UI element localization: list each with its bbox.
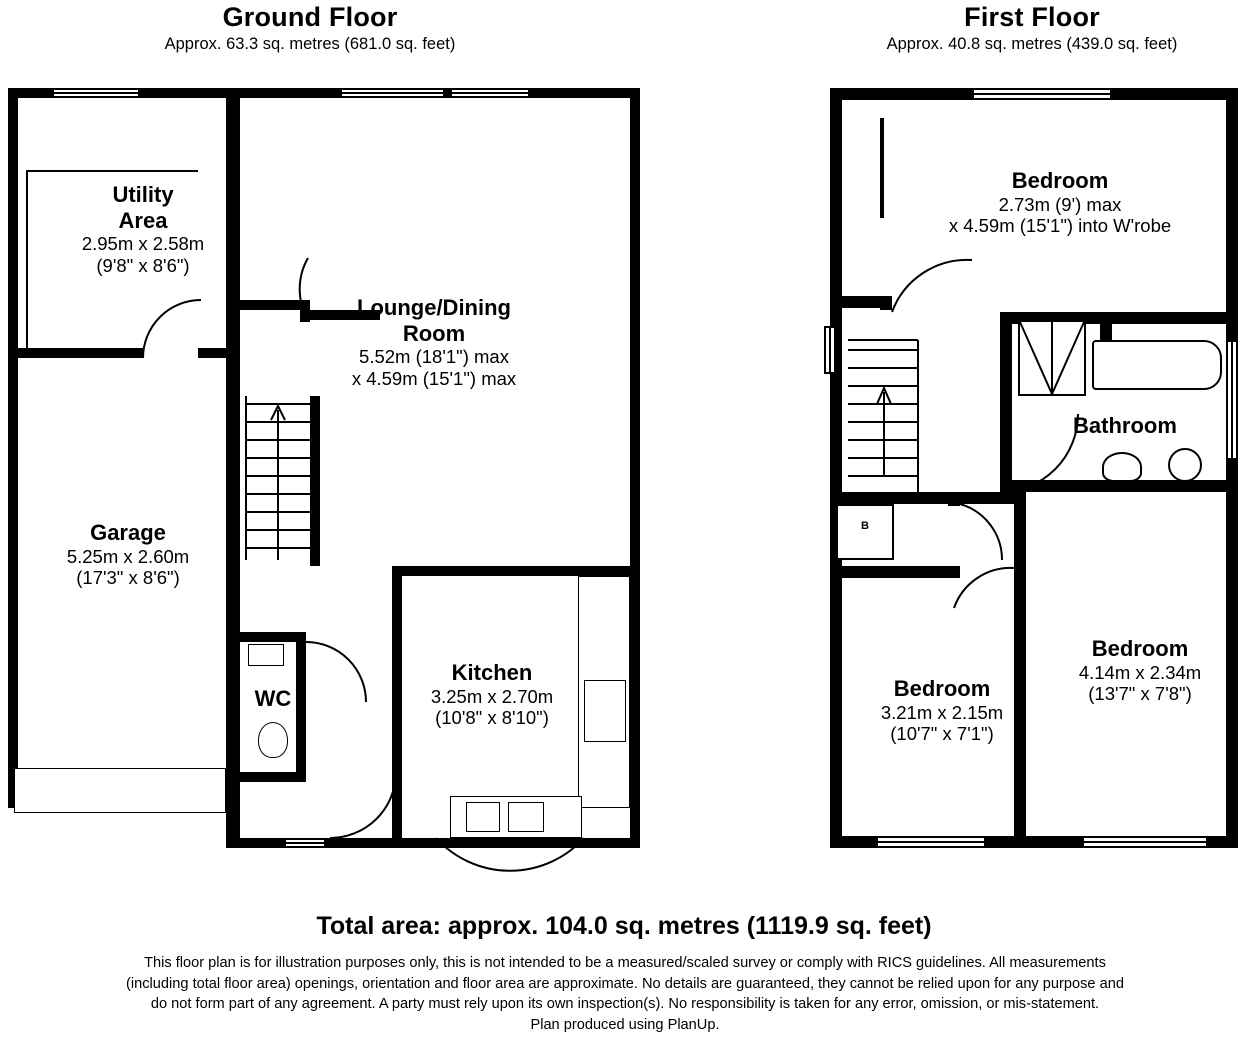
appliance-fixture <box>508 802 544 832</box>
window <box>450 88 530 98</box>
room-label-bedroom-2 <box>1040 636 1240 705</box>
wall <box>240 300 308 310</box>
wardrobe-line <box>880 118 882 218</box>
window <box>1226 340 1238 460</box>
disclaimer-body: This floor plan is for illustration purposes only, this is not intended to be a measured/scaled survey or comply with RICS guidelines. All measurements (including total floor area) openings, orientation and floor area are approximate. No details are guaranteed, they cannot be relied upon for any purpose and do not form part of any agreement. A party must rely upon its own inspection(s). No responsibility is taken for any error, omission, or mis-statement. <box>126 955 1124 1013</box>
cupboard-marker-label: B <box>861 520 869 532</box>
wall <box>1226 88 1238 848</box>
room-name: Bedroom <box>1091 636 1189 661</box>
room-dim-line2: (10'7" x 7'1") <box>890 723 994 745</box>
wall <box>240 772 304 782</box>
wall <box>240 632 300 642</box>
room-label-kitchen <box>404 660 580 729</box>
utility-inner-wall <box>26 170 198 173</box>
room-dim-line1: 3.25m x 2.70m <box>430 685 554 707</box>
room-dim-line2: (17'3" x 8'6") <box>76 567 180 589</box>
wall <box>392 566 402 848</box>
window <box>824 326 836 374</box>
basin-fixture <box>248 644 284 666</box>
room-name: Lounge/Dining Room <box>357 295 511 346</box>
basin-fixture <box>1102 452 1142 482</box>
room-name: Bedroom <box>1011 168 1109 193</box>
bath-fixture <box>1092 340 1222 390</box>
garage-door <box>14 768 226 813</box>
room-name: Kitchen <box>451 660 533 685</box>
room-dim-line1: 5.52m (18'1") max <box>359 346 509 368</box>
ground-floor-title: Ground Floor <box>222 2 398 32</box>
wall <box>8 348 143 358</box>
ground-floor-subtitle: Approx. 63.3 sq. metres (681.0 sq. feet) <box>164 35 456 53</box>
room-label-bedroom-1 <box>910 168 1210 237</box>
room-name: WC <box>254 686 292 711</box>
wall <box>392 566 632 576</box>
wall <box>830 566 960 578</box>
room-label-bedroom-3 <box>832 676 1052 745</box>
room-label-lounge <box>320 295 548 390</box>
sink-fixture <box>466 802 500 832</box>
window <box>284 838 326 848</box>
room-name: Utility Area <box>112 182 174 233</box>
room-dim-line1: 2.73m (9') max <box>998 193 1122 215</box>
room-name: Bathroom <box>1073 413 1177 438</box>
room-dim-line1: 4.14m x 2.34m <box>1078 661 1202 683</box>
wall <box>310 396 320 566</box>
room-dim-line2: x 4.59m (15'1") into W'robe <box>948 215 1172 237</box>
toilet-fixture <box>258 722 288 758</box>
wall <box>1100 312 1226 324</box>
wall <box>830 492 960 504</box>
first-floor-title: First Floor <box>964 2 1100 32</box>
shower-fixture <box>1018 320 1086 396</box>
producer-text: Plan produced using PlanUp. <box>530 1017 720 1034</box>
window <box>52 88 140 98</box>
window <box>340 88 445 98</box>
wall <box>948 492 960 506</box>
room-label-garage <box>18 520 238 589</box>
room-name: Garage <box>90 520 166 545</box>
room-dim-line2: (13'7" x 7'8") <box>1088 683 1192 705</box>
disclaimer-text <box>120 953 1130 1036</box>
window <box>876 836 986 848</box>
window <box>972 88 1112 100</box>
first-floor-subtitle: Approx. 40.8 sq. metres (439.0 sq. feet) <box>886 35 1178 53</box>
wall <box>630 88 640 848</box>
wardrobe-line <box>874 118 884 218</box>
room-dim-line2: (9'8" x 8'6") <box>96 255 190 277</box>
room-label-wc <box>228 686 318 712</box>
room-dim-line1: 3.21m x 2.15m <box>880 701 1004 723</box>
room-label-utility <box>28 182 258 277</box>
room-name: Bedroom <box>893 676 991 701</box>
toilet-fixture <box>1168 448 1202 482</box>
wall <box>1000 312 1012 492</box>
room-dim-line2: (10'8" x 8'10") <box>435 707 549 729</box>
room-dim-line1: 2.95m x 2.58m <box>81 233 205 255</box>
total-area-text: Total area: approx. 104.0 sq. metres (1119.9 sq. feet) <box>316 912 932 940</box>
cupboard-box <box>836 504 894 560</box>
wall <box>880 296 892 310</box>
room-dim-line2: x 4.59m (15'1") max <box>351 368 517 390</box>
room-label-bathroom <box>1010 413 1240 439</box>
wall <box>8 88 18 808</box>
room-dim-line1: 5.25m x 2.60m <box>66 545 190 567</box>
window <box>1082 836 1208 848</box>
hob-fixture <box>584 680 626 742</box>
